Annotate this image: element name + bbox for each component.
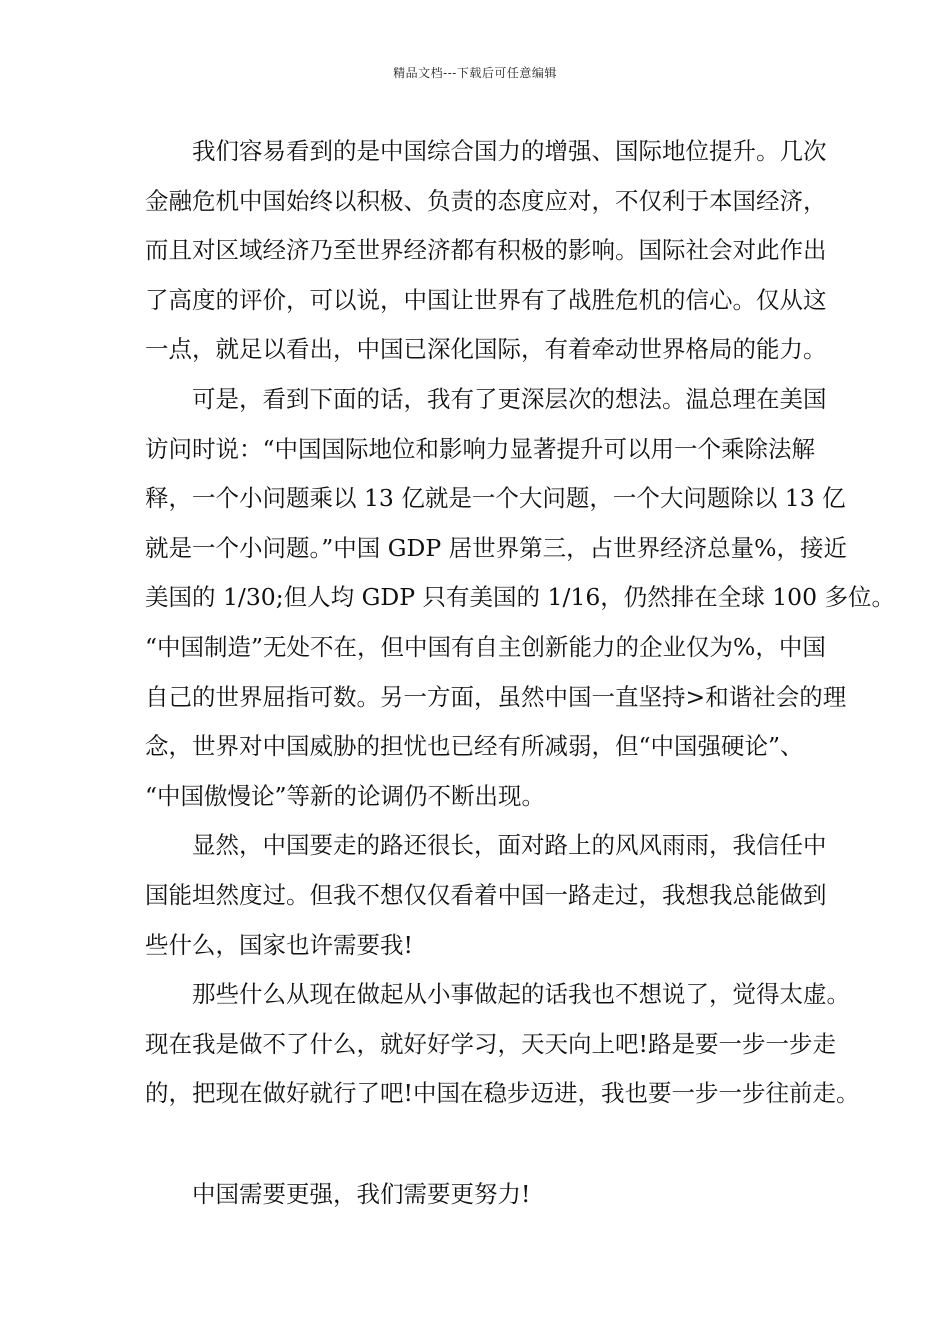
paragraph-1-line-3: 而且对区域经济乃至世界经济都有积极的影响。国际社会对此作出 [145,236,827,265]
paragraph-1-line-1: 我们容易看到的是中国综合国力的增强、国际地位提升。几次 [192,137,827,165]
paragraph-3-line-3: 些什么，国家也许需要我! [145,930,413,959]
paragraph-1-line-4: 了高度的评价，可以说，中国让世界有了战胜危机的信心。仅从这 [145,285,827,314]
paragraph-4-line-1: 那些什么从现在做起从小事做起的话我也不想说了，觉得太虚。 [192,980,850,1009]
paragraph-2-line-8: 念，世界对中国威胁的担忧也已经有所减弱，但“中国强硬论”、 [145,732,804,761]
paragraph-2-line-6: “中国制造”无处不在，但中国有自主创新能力的企业仅为%，中国 [145,632,826,661]
paragraph-2-line-3: 释，一个小问题乘以 13 亿就是一个大问题，一个大问题除以 13 亿 [145,484,846,513]
closing-sentence: 中国需要更强，我们需要更努力! [192,1180,531,1208]
paragraph-2-line-2: 访问时说：“中国国际地位和影响力显著提升可以用一个乘除法解 [145,434,816,463]
paragraph-1-line-2: 金融危机中国始终以积极、负责的态度应对，不仅利于本国经济， [145,186,827,215]
paragraph-2-line-4: 就是一个小问题。”中国 GDP 居世界第三，占世界经济总量%，接近 [145,533,847,562]
paragraph-2-line-7: 自己的世界屈指可数。另一方面，虽然中国一直坚持>和谐社会的理 [145,682,847,711]
paragraph-1-line-5: 一点，就足以看出，中国已深化国际，有着牵动世界格局的能力。 [145,335,827,364]
paragraph-4-line-2: 现在我是做不了什么，就好好学习，天天向上吧!路是要一步一步走 [145,1029,836,1058]
document-body [145,127,896,1119]
paragraph-3-line-1: 显然，中国要走的路还很长，面对路上的风风雨雨，我信任中 [192,831,827,860]
paragraph-2-line-9: “中国傲慢论”等新的论调仍不断出现。 [145,781,546,810]
paragraph-3-line-2: 国能坦然度过。但我不想仅仅看着中国一路走过，我想我总能做到 [145,880,827,909]
paragraph-2-line-1: 可是，看到下面的话，我有了更深层次的想法。温总理在美国 [192,384,827,413]
paragraph-2-line-5: 美国的 1/30;但人均 GDP 只有美国的 1/16，仍然排在全球 100 多位。 [145,583,896,612]
paragraph-4-line-3: 的，把现在做好就行了吧!中国在稳步迈进，我也要一步一步往前走。 [145,1079,860,1108]
header-note: 精品文档---下载后可任意编辑 [393,66,557,80]
